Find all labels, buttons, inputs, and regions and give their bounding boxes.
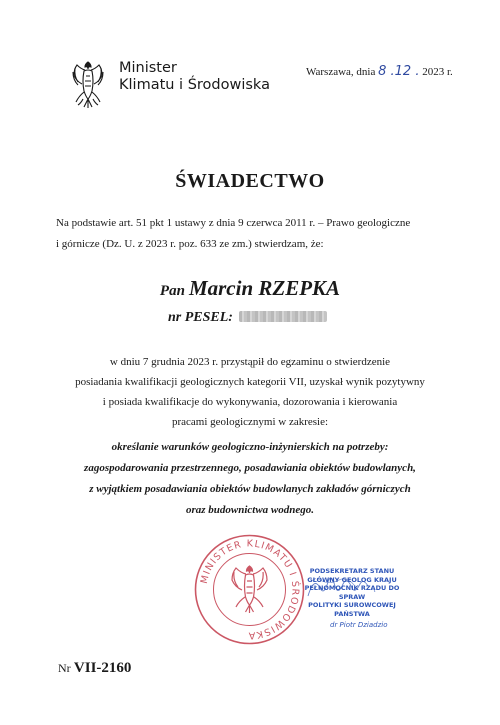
number-value: VII-2160 bbox=[73, 660, 132, 676]
signatory-line-1: PODSEKRETARZ STANU bbox=[309, 567, 395, 575]
signatory-line-4: POLITYKI SUROWCOWEJ PAŃSTWA bbox=[308, 601, 396, 618]
signatory-name: dr Piotr Dziadzio bbox=[330, 621, 388, 629]
legal-basis-line-2: i górnicze (Dz. U. z 2023 r. poz. 633 ze zm.) stwierdzam, że: bbox=[56, 238, 324, 250]
scope-line-1: określanie warunków geologiczno-inżynierskich na potrzeby: bbox=[111, 441, 389, 453]
document-title: ŚWIADECTWO bbox=[175, 170, 325, 192]
scope-line-2: zagospodarowania przestrzennego, posadawiania obiektów budowlanych, bbox=[84, 462, 416, 474]
signatory-stamp bbox=[294, 567, 410, 618]
ministry-line-2: Klimatu i Środowiska bbox=[119, 77, 270, 93]
exam-line-4: pracami geologicznymi w zakresie: bbox=[171, 416, 329, 428]
holder-name bbox=[0, 276, 500, 301]
pesel bbox=[168, 310, 327, 326]
ministry-name bbox=[119, 60, 270, 94]
signatory-line-3: PEŁNOMOCNIK RZĄDU DO SPRAW bbox=[304, 584, 400, 601]
scope-line-3: z wyjątkiem posadawiania obiektów budowlanych zakładów górniczych bbox=[89, 483, 411, 495]
pesel-label: nr PESEL: bbox=[168, 310, 233, 325]
legal-basis bbox=[56, 213, 466, 255]
exam-line-2: posiadania kwalifikacji geologicznych kategorii VII, uzyskał wynik pozytywny bbox=[75, 376, 425, 388]
qualification-scope bbox=[0, 437, 500, 521]
full-name: Marcin RZEPKA bbox=[188, 276, 341, 300]
exam-line-1: w dniu 7 grudnia 2023 r. przystąpił do egzaminu o stwierdzenie bbox=[109, 356, 391, 368]
official-seal-stamp bbox=[193, 533, 306, 646]
seal-ring-text: MINISTER KLIMATU I ŚRODOWISKA bbox=[198, 538, 301, 641]
issue-date bbox=[306, 64, 453, 79]
legal-basis-line-1: Na podstawie art. 51 pkt 1 ustawy z dnia 9 czerwca 2011 r. – Prawo geologiczne bbox=[56, 217, 411, 229]
certificate-number bbox=[58, 660, 131, 677]
pesel-redacted bbox=[239, 311, 327, 322]
handwritten-date: 8 .12 . bbox=[378, 64, 420, 79]
eagle-seal-icon bbox=[232, 566, 267, 613]
exam-statement bbox=[0, 352, 500, 432]
date-prefix: Warszawa, dnia bbox=[306, 66, 376, 78]
signatory-line-2: GŁÓWNY GEOLOG KRAJU bbox=[307, 575, 397, 584]
ministry-line-1: Minister bbox=[119, 60, 177, 76]
scope-line-4: oraz budownictwa wodnego. bbox=[185, 504, 315, 516]
exam-line-3: i posiada kwalifikacje do wykonywania, dozorowania i kierowania bbox=[102, 396, 398, 408]
polish-eagle-emblem-icon bbox=[66, 56, 110, 110]
date-suffix: 2023 r. bbox=[422, 66, 453, 78]
name-prefix: Pan bbox=[159, 283, 185, 299]
number-label: Nr bbox=[58, 661, 71, 675]
